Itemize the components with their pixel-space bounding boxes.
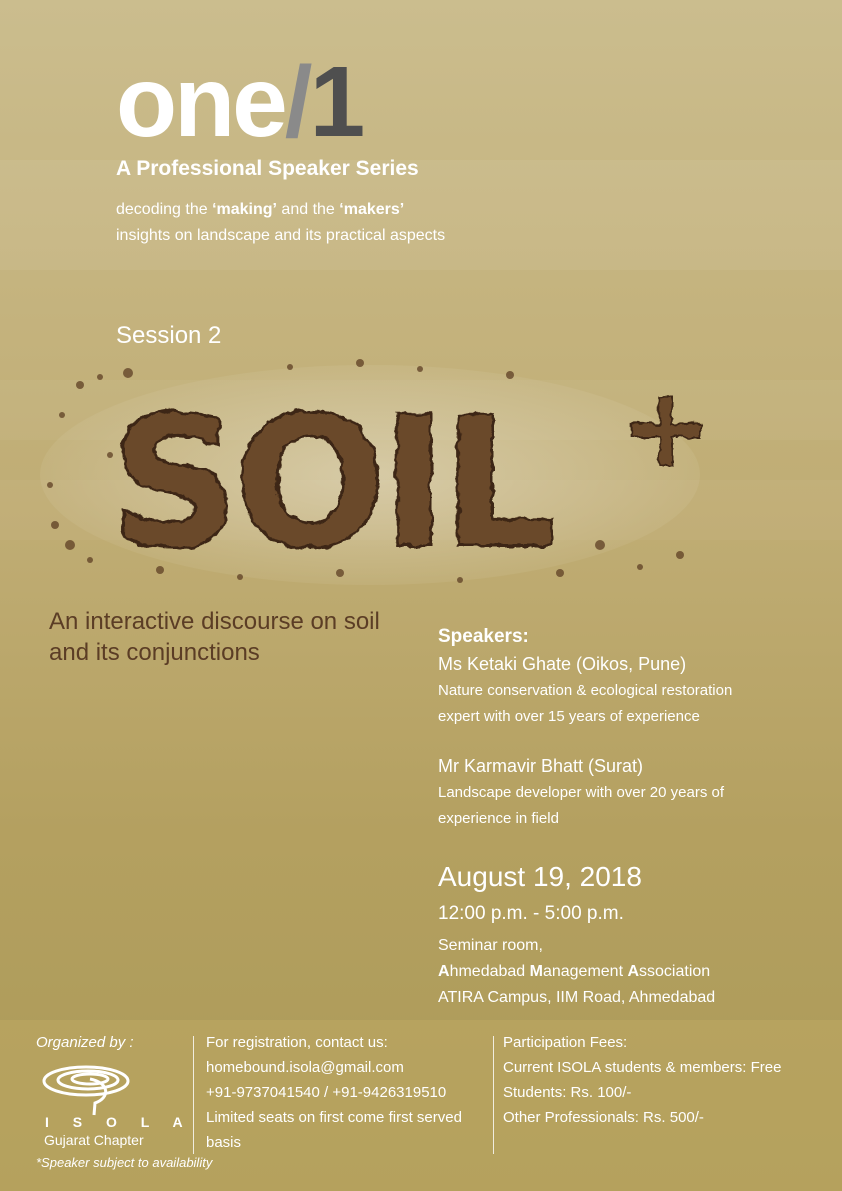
- registration-line: For registration, contact us:: [206, 1034, 388, 1051]
- venue-line: ATIRA Campus, IIM Road, Ahmedabad: [438, 989, 716, 1006]
- speaker-name: Ms Ketaki Ghate (Oikos, Pune): [438, 654, 687, 674]
- registration-line: Limited seats on first come first served: [206, 1109, 462, 1126]
- soil-title-graphic: [40, 355, 760, 595]
- fee-line: Students: Rs. 100/-: [503, 1084, 632, 1101]
- tagline-1: [116, 201, 404, 219]
- speaker-desc: expert with over 15 years of experience: [438, 708, 700, 725]
- org-chapter: Gujarat Chapter: [44, 1132, 144, 1148]
- speaker-desc: experience in field: [438, 810, 559, 827]
- speaker-name: Mr Karmavir Bhatt (Surat): [438, 756, 644, 776]
- soil-word: SOIL: [110, 379, 551, 588]
- brand-slash: /: [284, 46, 310, 158]
- speakers-heading: Speakers:: [438, 626, 529, 647]
- brand-number: 1: [309, 46, 363, 158]
- spiral-logo-icon: [40, 1053, 140, 1117]
- tagline-2: insights on landscape and its practical aspects: [116, 227, 446, 244]
- divider: [493, 1036, 494, 1154]
- venue-initial: A: [627, 963, 640, 980]
- registration-line: basis: [206, 1134, 242, 1151]
- venue-initial: M: [529, 963, 543, 980]
- venue-text: hmedabad: [449, 963, 530, 980]
- series-title: A Professional Speaker Series: [116, 157, 419, 180]
- divider: [193, 1036, 194, 1154]
- brand-one: one: [116, 46, 285, 158]
- session-label: Session 2: [116, 322, 222, 349]
- tagline-bold: ‘making’: [212, 201, 277, 218]
- speaker-desc: Landscape developer with over 20 years of: [438, 784, 725, 801]
- registration-phone: +91-9737041540 / +91-9426319510: [206, 1084, 447, 1101]
- series-logo: [116, 46, 363, 158]
- event-date: August 19, 2018: [438, 861, 642, 892]
- tagline-text: decoding the: [116, 201, 213, 218]
- registration-info: [206, 1030, 486, 1155]
- event-time: 12:00 p.m. - 5:00 p.m.: [438, 903, 624, 924]
- fees-heading: Participation Fees:: [503, 1034, 628, 1051]
- soil-plus: +: [620, 363, 713, 491]
- fees-info: [503, 1030, 823, 1130]
- venue-initial: A: [438, 963, 450, 980]
- speaker-desc: Nature conservation & ecological restoration: [438, 682, 733, 699]
- venue-line: [438, 959, 818, 985]
- fee-line: Current ISOLA students & members: Free: [503, 1059, 782, 1076]
- org-name: I S O L A: [45, 1114, 193, 1130]
- venue-line: Seminar room,: [438, 937, 543, 954]
- fee-line: Other Professionals: Rs. 500/-: [503, 1109, 704, 1126]
- venue-text: anagement: [542, 963, 628, 980]
- venue-text: ssociation: [639, 963, 711, 980]
- organized-by-label: Organized by :: [36, 1034, 134, 1051]
- registration-email: homebound.isola@gmail.com: [206, 1059, 404, 1076]
- tagline-bold: ‘makers’: [339, 201, 405, 218]
- availability-note: *Speaker subject to availability: [36, 1155, 213, 1170]
- intro-text: An interactive discourse on soil and its conjunctions: [49, 608, 380, 666]
- event-venue: [438, 933, 818, 1011]
- tagline-text: and the: [276, 201, 340, 218]
